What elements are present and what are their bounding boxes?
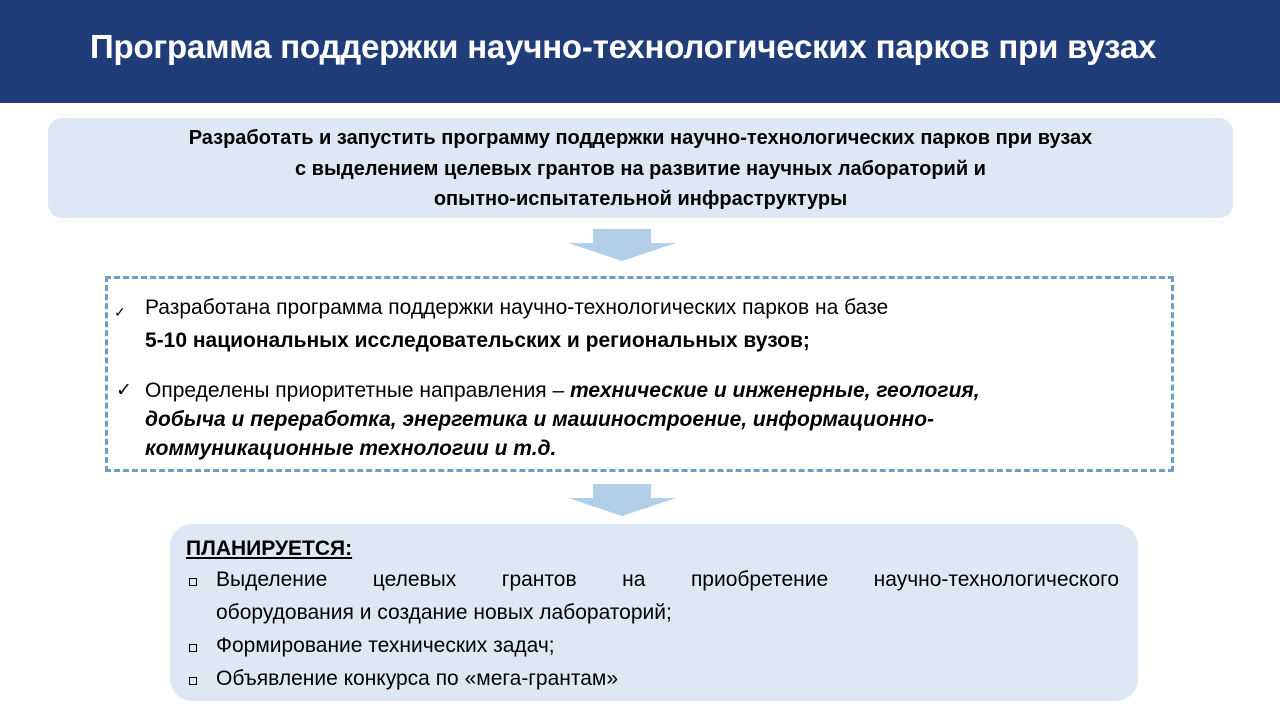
result-2-line-1 <box>145 379 980 403</box>
plan-word: грантов <box>501 568 577 591</box>
result-1-line-1: Разработана программа поддержки научно-технологических парков на базе <box>145 296 889 319</box>
result-2-line-2: добыча и переработка, энергетика и машиностроение, информационно- <box>145 408 935 431</box>
goal-line-3: опытно-испытательной инфраструктуры <box>433 188 848 210</box>
goal-text <box>48 123 1233 215</box>
page-title: Программа поддержки научно-технологических парков при вузах <box>90 28 1157 65</box>
result-2-line-1-plain: Определены приоритетные направления – <box>145 379 571 402</box>
plan-item-3: Объявление конкурса по «мега-грантам» <box>216 667 619 690</box>
header-bar <box>0 0 1280 103</box>
plan-item-1-line-2: оборудования и создание новых лабораторий; <box>216 601 672 624</box>
checkmark-icon: ✓ <box>116 380 132 401</box>
plan-heading: ПЛАНИРУЕТСЯ: <box>186 537 353 560</box>
plan-word: на <box>622 568 646 591</box>
result-2-line-3: коммуникационные технологии и т.д. <box>145 437 557 460</box>
result-1-line-2: 5-10 национальных исследовательских и региональных вузов; <box>145 329 810 352</box>
square-bullet-icon <box>189 644 197 652</box>
down-arrow-icon <box>568 484 676 516</box>
goal-line-1: Разработать и запустить программу поддержки научно-технологических парков при вузах <box>188 127 1093 149</box>
plan-word: целевых <box>372 568 457 591</box>
goal-line-2: с выделением целевых грантов на развитие научных лабораторий и <box>295 157 986 180</box>
result-2-line-1-emph: технические и инженерные, геология, <box>570 379 980 402</box>
plan-word: приобретение <box>690 568 829 591</box>
square-bullet-icon <box>189 677 197 685</box>
goal-box <box>48 118 1233 218</box>
plan-word: Выделение <box>216 568 328 591</box>
checkmark-icon: ✓ <box>114 304 126 320</box>
square-bullet-icon <box>189 578 197 586</box>
down-arrow-icon <box>568 229 676 261</box>
plan-item-2: Формирование технических задач; <box>216 634 555 657</box>
plan-item-1-line-1 <box>216 568 1119 592</box>
plan-word: научно-технологического <box>873 568 1119 591</box>
